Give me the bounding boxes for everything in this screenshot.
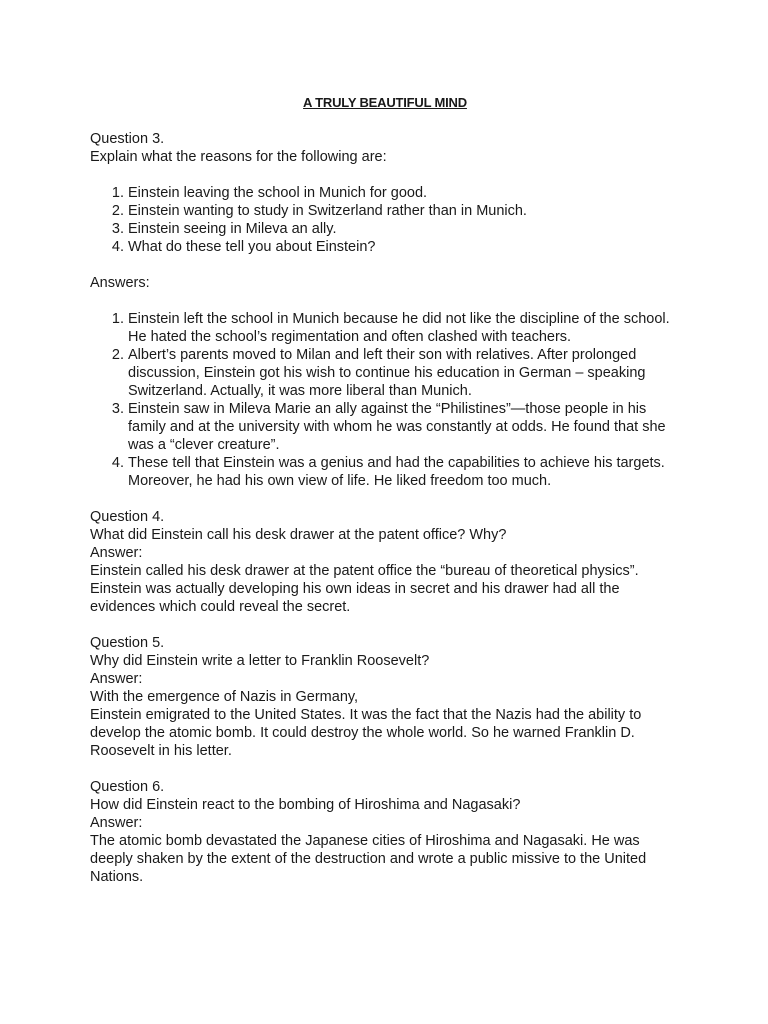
question-3-heading: Question 3. [90, 131, 165, 147]
document-title: A TRULY BEAUTIFUL MIND [303, 95, 467, 110]
question-4-section [90, 508, 680, 616]
list-item: 1. Einstein leaving the school in Munich for good. [128, 184, 680, 202]
list-item: 3. Einstein saw in Mileva Marie an ally against the “Philistines”—those people in his family and at the university with whom he was constantly at odds. He found that she was a “clever creature”. [128, 400, 680, 454]
question-5-answer: Einstein emigrated to the United States. It was the fact that the Nazis had the ability to develop the atomic bomb. It could destroy the whole world. So he warned Franklin D. Roosevelt in his letter. [90, 707, 642, 759]
question-4-heading: Question 4. [90, 509, 165, 525]
answers-label: Answers: [90, 275, 150, 291]
question-3-prompt: Explain what the reasons for the following are: [90, 149, 387, 165]
list-item: 2. Albert’s parents moved to Milan and left their son with relatives. After prolonged discussion, Einstein got his wish to continue his education in German – speaking Switzerland. Actually, it was more liberal than Munich. [128, 346, 680, 400]
list-item: 4. These tell that Einstein was a genius and had the capabilities to achieve his targets. Moreover, he had his own view of life. He liked freedom too much. [128, 454, 680, 490]
list-item: 3. Einstein seeing in Mileva an ally. [128, 220, 680, 238]
question-5-answer-line1: With the emergence of Nazis in Germany, [90, 689, 359, 705]
question-6-answer-label: Answer: [90, 815, 143, 831]
question-5-text: Why did Einstein write a letter to Franklin Roosevelt? [90, 653, 430, 669]
question-6-text: How did Einstein react to the bombing of Hiroshima and Nagasaki? [90, 797, 521, 813]
question-6-heading: Question 6. [90, 779, 165, 795]
question-6-section [90, 778, 680, 886]
answers-list [90, 310, 680, 490]
question-5-answer-label: Answer: [90, 671, 143, 687]
question-3-list [90, 184, 680, 256]
question-3-section [90, 130, 680, 490]
question-5-section [90, 634, 680, 760]
list-item: 2. Einstein wanting to study in Switzerland rather than in Munich. [128, 202, 680, 220]
question-4-answer: Einstein called his desk drawer at the patent office the “bureau of theoretical physics”. Einstein was actually developing his own ideas in secret and his drawer had all the evidences which could reveal the secret. [90, 563, 639, 615]
document-page [90, 94, 680, 886]
question-4-answer-label: Answer: [90, 545, 143, 561]
list-item: 4. What do these tell you about Einstein? [128, 238, 680, 256]
list-item: 1. Einstein left the school in Munich because he did not like the discipline of the school. He hated the school’s regimentation and often clashed with teachers. [128, 310, 680, 346]
question-6-answer: The atomic bomb devastated the Japanese cities of Hiroshima and Nagasaki. He was deeply shaken by the extent of the destruction and wrote a public missive to the United Nations. [90, 833, 647, 885]
question-4-text: What did Einstein call his desk drawer at the patent office? Why? [90, 527, 507, 543]
question-5-heading: Question 5. [90, 635, 165, 651]
